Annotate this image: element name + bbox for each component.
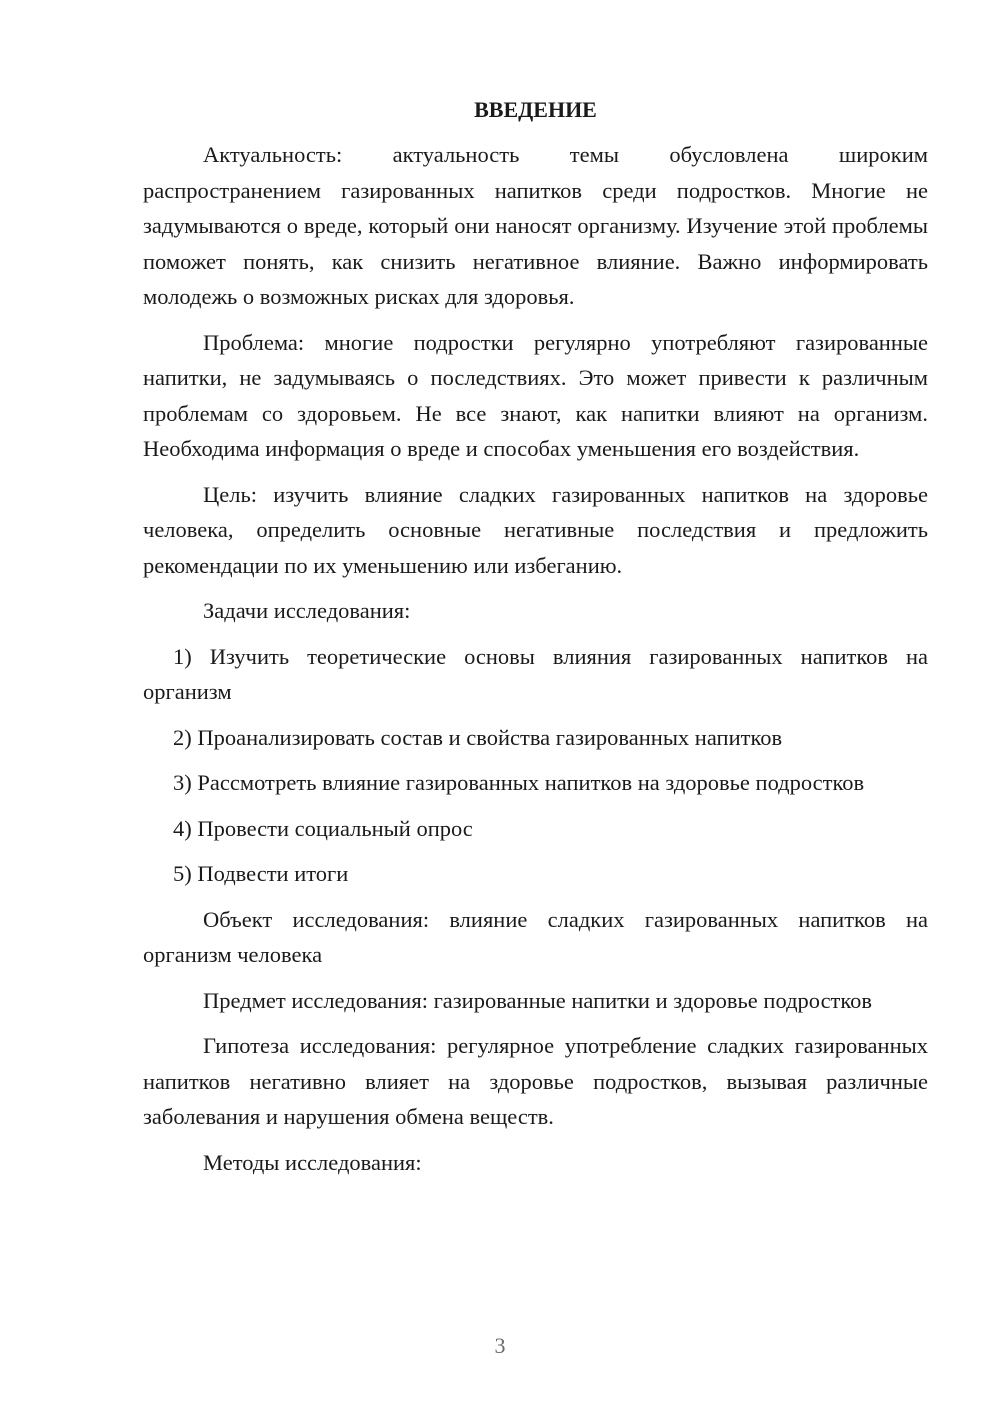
subject-paragraph: Предмет исследования: газированные напитки и здоровье подростков [203, 987, 873, 1013]
document-page [143, 95, 928, 1190]
task-item-4: 4) Провести социальный опрос [173, 815, 473, 841]
task-item-3: 3) Рассмотреть влияние газированных напитков на здоровье подростков [173, 770, 865, 795]
problem-paragraph: Проблема: многие подростки регулярно употребляют газированные напитки, не задумываясь о последствиях. Это может привести к различным проблемам со здоровьем. Не все знают, как напитки влияют на организм. Необходима информация о вреде и способах уменьшения его воздействия. [143, 329, 928, 461]
goal-paragraph: Цель: изучить влияние сладких газированных напитков на здоровье человека, определить основные негативные последствия и предложить рекомендации по их уменьшению или избеганию. [143, 481, 928, 578]
task-item-5: 5) Подвести итоги [173, 861, 349, 886]
section-title: ВВЕДЕНИЕ [474, 97, 597, 122]
relevance-paragraph: Актуальность: актуальность темы обусловлена широким распространением газированных напитков среди подростков. Многие не задумываются о вреде, который они наносят организму. Изучение этой проблемы поможет понять, как снизить негативное влияние. Важно информировать молодежь о возможных рисках для здоровья. [143, 142, 928, 309]
hypothesis-paragraph: Гипотеза исследования: регулярное употребление сладких газированных напитков негативно влияет на здоровье подростков, вызывая различные заболевания и нарушения обмена веществ. [143, 1033, 928, 1129]
page-number: 3 [494, 1333, 506, 1358]
methods-heading: Методы исследования: [203, 1149, 422, 1175]
task-item-1: 1) Изучить теоретические основы влияния газированных напитков на организм [143, 643, 928, 704]
tasks-heading: Задачи исследования: [203, 598, 411, 623]
object-paragraph: Объект исследования: влияние сладких газированных напитков на организм человека [143, 906, 928, 967]
task-item-2: 2) Проанализировать состав и свойства газированных напитков [173, 724, 783, 750]
